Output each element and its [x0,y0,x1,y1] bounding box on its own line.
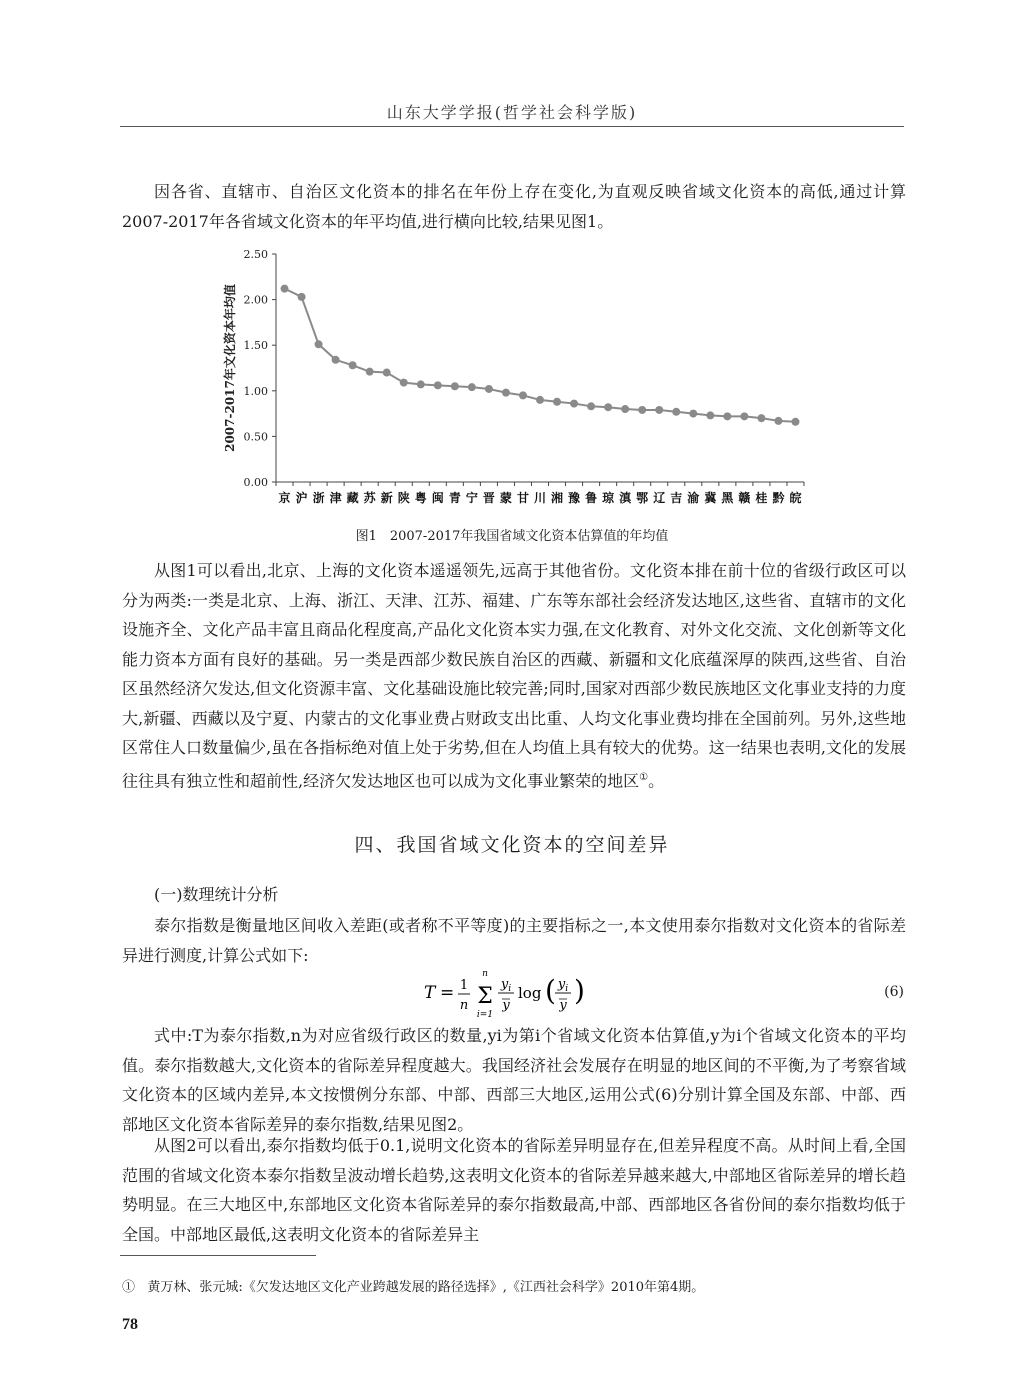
data-point [791,418,799,426]
footnote-rule [120,1255,316,1256]
data-point [757,414,765,422]
data-point [689,410,697,418]
data-point [400,379,408,387]
data-point [383,369,391,377]
data-point [519,391,527,399]
analysis-text: 从图1可以看出,北京、上海的文化资本遥遥领先,远高于其他省份。文化资本排在前十位的省级行政区可以分为两类:一类是北京、上海、浙江、天津、江苏、福建、广东等东部社会经济发达地区,这些省、直辖市的文化设施齐全、文化产品丰富且商品化程度高,产品化文化资本实力强,在文化教育、对外文化交流、文化创新等文化能力资本方面有良好的基础。另一类是西部少数民族自治区的西藏、新疆和文化底蕴深厚的陕西,这些省、自治区虽然经济欠发达,但文化资源丰富、文化基础设施比较完善;同时,国家对西部少数民族地区文化事业支持的力度大,新疆、西藏以及宁夏、内蒙古的文化事业费占财政支出比重、人均文化事业费均排在全国前列。另外,这些地区常住人口数量偏少,虽在各指标绝对值上处于劣势,但在人均值上具有较大的优势。这一结果也表明,文化的发展往往具有独立性和超前性,经济欠发达地区也可以成为文化事业繁荣的地区 [122,561,906,790]
x-tick-label: 桂 [755,491,768,505]
x-tick-label: 蒙 [499,491,512,505]
x-tick-label: 青 [448,491,461,505]
page-number: 78 [122,1316,138,1333]
data-point [604,403,612,411]
x-tick-label: 宁 [465,491,478,505]
line-chart [210,240,810,520]
x-tick-label: 赣 [738,491,751,505]
x-tick-label: 陕 [397,491,410,505]
y-tick-label: 2.00 [243,293,268,307]
formula-log: log [518,984,542,1002]
x-tick-label: 皖 [789,491,802,505]
formula-ybar-2: y [559,998,567,1013]
data-point [366,368,374,376]
data-point [298,293,306,301]
data-point [706,411,714,419]
subsection-title: (一)数理统计分析 [154,885,279,904]
formula-frac-num: 1 [459,978,469,993]
y-tick-label: 1.00 [243,384,268,398]
y-tick-label: 2.50 [243,248,268,261]
footnote-reference[interactable]: ① [639,771,649,783]
data-point [774,417,782,425]
x-tick-label: 苏 [363,491,376,505]
x-tick-label: 豫 [568,491,581,505]
data-point [723,412,731,420]
formula-sum-top: n [482,969,488,979]
data-point [315,340,323,348]
data-point [638,406,646,414]
data-point [349,361,357,369]
formula-frac-den: n [459,998,469,1013]
x-tick-label: 渝 [687,491,700,505]
x-tick-label: 琼 [602,491,615,505]
journal-header-title: 山东大学学报(哲学社会科学版) [386,103,638,122]
x-tick-label: 辽 [653,491,666,505]
figure-caption: 图1 2007-2017年我国省域文化资本估算值的年均值 [355,529,669,544]
formula-number: (6) [884,984,904,1000]
x-tick-label: 藏 [346,491,359,505]
formula-yi: $y_i$ [500,977,512,994]
x-tick-label: 京 [278,491,291,505]
data-point [740,412,748,420]
data-point [281,285,289,293]
x-tick-label: 滇 [619,491,632,505]
intro-paragraph: 因各省、直辖市、自治区文化资本的排名在年份上存在变化,为直观反映省域文化资本的高低,通过计算2007-2017年各省域文化资本的年平均值,进行横向比较,结果见图1。 [122,182,906,231]
data-point [451,382,459,390]
x-tick-label: 粤 [414,491,427,505]
theil-intro-paragraph: 泰尔指数是衡量地区间收入差距(或者称不平等度)的主要指标之一,本文使用泰尔指数对文化资本的省际差异进行测度,计算公式如下: [122,916,906,965]
y-tick-label: 0.50 [243,430,268,444]
x-tick-label: 闽 [431,491,444,505]
data-point [672,408,680,416]
data-point [485,385,493,393]
y-tick-label: 1.50 [243,339,268,353]
data-point [332,356,340,364]
x-tick-label: 湘 [551,491,564,505]
formula-yi-2: $y_i$ [557,977,569,994]
data-point [434,381,442,389]
formula-equals: = [440,983,455,1003]
formula-explanation-paragraph: 式中:T为泰尔指数,n为对应省级行政区的数量,yi为第i个省域文化资本估算值,y为i个省域文化资本的平均值。泰尔指数越大,文化资本的省际差异程度越大。我国经济社会发展存在明显的地区间的不平衡,为了考察省域文化资本的区域内差异,本文按惯例分东部、中部、西部三大地区,运用公式(6)分别计算全国及东部、中部、西部地区文化资本省际差异的泰尔指数,结果见图2。 [122,1026,906,1134]
data-point [417,380,425,388]
data-point [536,396,544,404]
x-tick-label: 吉 [670,491,683,505]
analysis-paragraph: 从图1可以看出,北京、上海的文化资本遥遥领先,远高于其他省份。文化资本排在前十位的省级行政区可以分为两类:一类是北京、上海、浙江、天津、江苏、福建、广东等东部社会经济发达地区,这些省、直辖市的文化设施齐全、文化产品丰富且商品化程度高,产品化文化资本实力强,在文化教育、对外文化交流、文化创新等文化能力资本方面有良好的基础。另一类是西部少数民族自治区的西藏、新疆和文化底蕴深厚的陕西,这些省、自治区虽然经济欠发达,但文化资源丰富、文化基础设施比较完善;同时,国家对西部少数民族地区文化事业支持的力度大,新疆、西藏以及宁夏、内蒙古的文化事业费占财政支出比重、人均文化事业费均排在全国前列。另外,这些地区常住人口数量偏少,虽在各指标绝对值上处于劣势,但在人均值上具有较大的优势。这一结果也表明,文化的发展往往具有独立性和超前性,经济欠发达地区也可以成为文化事业繁荣的地区①。 [122,561,906,790]
data-point [502,389,510,397]
formula-sum-bottom: i=1 [476,1010,494,1020]
data-point [468,383,476,391]
formula-left-paren: ( [545,974,556,1007]
figure2-discussion-paragraph: 从图2可以看出,泰尔指数均低于0.1,说明文化资本的省际差异明显存在,但差异程度不高。从时间上看,全国范围的省域文化资本泰尔指数呈波动增长趋势,这表明文化资本的省际差异越来越大,中部地区省际差异的增长趋势明显。在三大地区中,东部地区文化资本省际差异的泰尔指数最高,中部、西部地区各省份间的泰尔指数均低于全国。中部地区最低,这表明文化资本的省际差异主 [122,1136,906,1244]
section-title: 四、我国省域文化资本的空间差异 [354,834,670,856]
data-point [621,405,629,413]
y-axis-label: 2007-2017年文化资本年均值 [223,284,237,452]
x-tick-label: 晋 [482,491,495,505]
x-tick-label: 新 [380,491,393,505]
footnote [122,1276,704,1295]
x-tick-label: 黔 [772,491,785,505]
formula-lhs: T [424,983,436,1003]
x-tick-label: 鄂 [636,491,649,505]
x-tick-label: 川 [533,491,547,505]
header-rule [120,126,904,127]
data-point [587,402,595,410]
formula-ybar: y [502,998,510,1013]
x-tick-label: 津 [329,491,342,505]
x-tick-label: 沪 [295,491,308,505]
footnote-text: 黄万林、张元城:《欠发达地区文化产业跨越发展的路径选择》,《江西社会科学》2010年第4期。 [147,1280,705,1295]
data-point [553,398,561,406]
x-tick-label: 浙 [312,491,325,505]
data-point [570,400,578,408]
theil-formula [422,967,612,1021]
x-tick-label: 冀 [704,491,717,505]
data-point [655,406,663,414]
formula-sum-sign: Σ [477,984,493,1009]
x-tick-label: 黑 [721,491,734,505]
y-tick-label: 0.00 [243,476,268,489]
x-tick-label: 鲁 [585,491,598,505]
formula-right-paren: ) [574,974,585,1007]
x-tick-label: 甘 [516,491,529,505]
footnote-mark: ① [122,1280,136,1295]
